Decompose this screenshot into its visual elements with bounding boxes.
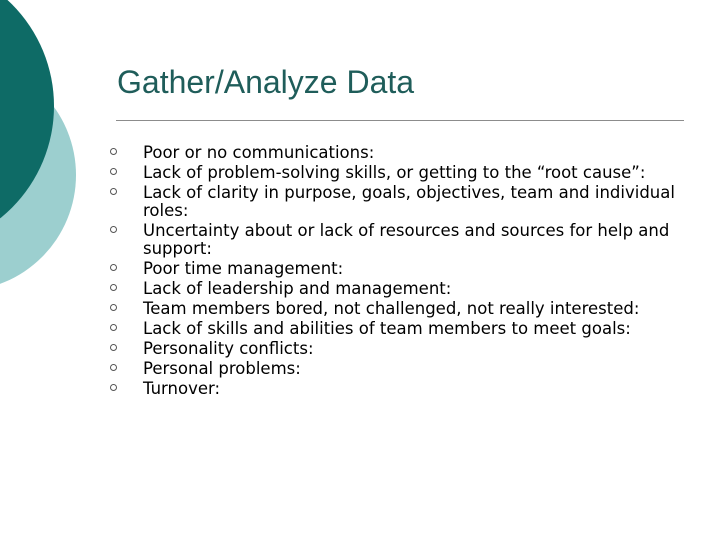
bullet-text: Lack of leadership and management: xyxy=(143,279,452,298)
bullet-circle-icon xyxy=(110,344,117,351)
bullet-item xyxy=(110,222,710,258)
bullet-item xyxy=(110,360,710,378)
bullet-circle-icon xyxy=(110,284,117,291)
bullet-text: Team members bored, not challenged, not really interested: xyxy=(143,299,640,318)
bullet-item xyxy=(110,144,710,162)
bullet-circle-icon xyxy=(110,148,117,155)
bullet-text: Uncertainty about or lack of resources and sources for help and support: xyxy=(143,221,670,258)
bullet-text: Personal problems: xyxy=(143,359,301,378)
bullet-circle-icon xyxy=(110,364,117,371)
bullet-item xyxy=(110,300,710,318)
bullet-circle-icon xyxy=(110,168,117,175)
bullet-circle-icon xyxy=(110,304,117,311)
title-divider xyxy=(116,120,684,121)
bullet-item xyxy=(110,340,710,358)
bullet-circle-icon xyxy=(110,188,117,195)
bullet-item xyxy=(110,280,710,298)
bullet-circle-icon xyxy=(110,264,117,271)
bullet-item xyxy=(110,320,710,338)
bullet-item xyxy=(110,184,710,220)
bullet-item xyxy=(110,260,710,278)
bullet-text: Lack of clarity in purpose, goals, objectives, team and individual roles: xyxy=(143,183,675,220)
bullet-text: Poor time management: xyxy=(143,259,344,278)
bullet-text: Poor or no communications: xyxy=(143,143,375,162)
bullet-circle-icon xyxy=(110,324,117,331)
bullet-item xyxy=(110,164,710,182)
bullet-text: Lack of problem-solving skills, or getting to the “root cause”: xyxy=(143,163,646,182)
bullet-item xyxy=(110,380,710,398)
bullet-circle-icon xyxy=(110,384,117,391)
bullet-list xyxy=(110,144,710,400)
bullet-text: Personality conflicts: xyxy=(143,339,314,358)
slide-title: Gather/Analyze Data xyxy=(117,64,415,100)
bullet-text: Lack of skills and abilities of team members to meet goals: xyxy=(143,319,631,338)
bullet-text: Turnover: xyxy=(143,379,221,398)
bullet-circle-icon xyxy=(110,226,117,233)
